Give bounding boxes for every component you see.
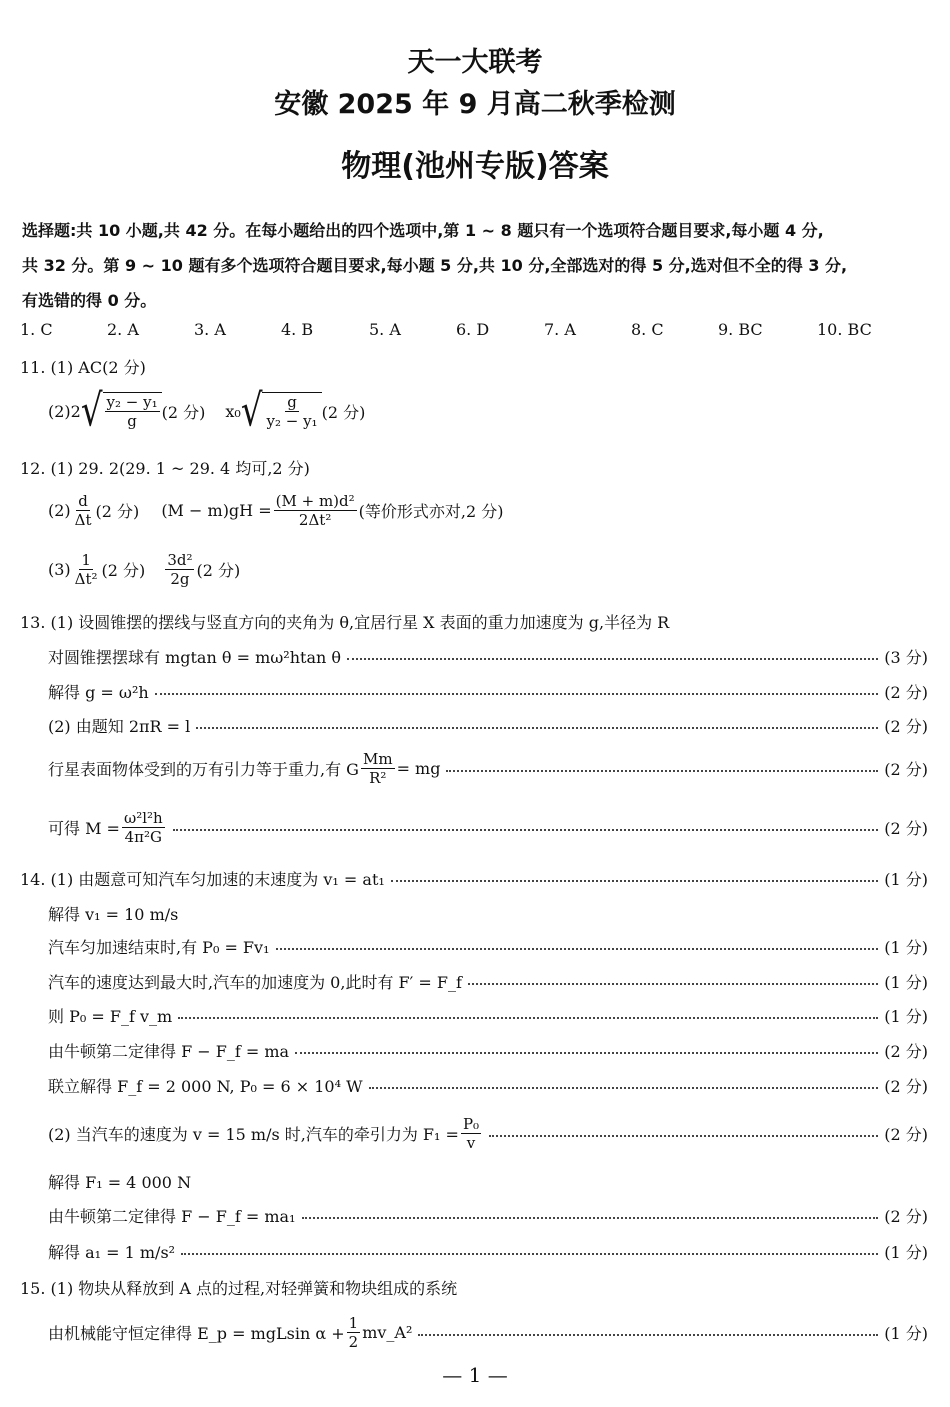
frac-numerator: d [78,492,88,510]
choice-instructions [22,213,932,318]
step-text: 解得 a₁ = 1 m/s² [48,1243,176,1262]
choice-answer-4: 4. B [281,320,314,339]
fraction [461,1115,481,1152]
frac-denominator: 2Δt² [298,511,332,529]
choice-answer-10: 10. BC [817,320,872,339]
q11-part2-prefix: (2)2 [48,401,81,421]
step-text: 解得 g = ω²h [48,683,149,702]
frac-numerator: (M + m)d² [275,492,355,510]
sqrt-expression: √ $\frac{g}{\text{y₂ − y₁}}$ [241,392,322,430]
choice-answer-6: 6. D [456,320,490,339]
page-number: — 1 — [442,1363,508,1387]
frac-denominator: g [127,412,137,430]
q12-part2-points: (2 分) [95,502,140,521]
frac-numerator: 1 [81,551,91,569]
step-points: (2 分) [884,1042,928,1061]
q14-step-4 [48,970,928,993]
step-text: 14. (1) 由题意可知汽车匀加速的末速度为 v₁ = at₁ [20,870,385,889]
step-points: (3 分) [884,648,928,667]
step-points: (1 分) [884,1007,928,1026]
q11-part2-points-2: (2 分) [321,402,366,422]
frac-numerator: g [287,393,297,411]
fraction [274,492,357,529]
step-points: (2 分) [884,1125,928,1144]
q11-part2-x0: x₀ [225,401,241,421]
q14-step-3 [48,935,928,958]
choice-answer-9: 9. BC [718,320,763,339]
step-text-suffix: = mg [396,759,441,778]
step-text: 由牛顿第二定律得 F − F_f = ma [48,1042,290,1061]
fraction [347,1314,361,1351]
step-points: (2 分) [884,1207,928,1226]
sqrt-expression: √ $\frac{\text{y₂ − y₁}}{g}$ [81,392,162,430]
q14-step-1 [20,867,928,890]
choice-answer-8: 8. C [631,320,664,339]
q13-step-5 [48,809,928,846]
q14-step-2: 解得 v₁ = 10 m/s [48,905,179,924]
step-points: (1 分) [884,1324,928,1343]
step-text: (2) 由题知 2πR = l [48,717,191,736]
q14-step-7 [48,1074,928,1097]
step-points: (2 分) [884,717,928,736]
frac-denominator: 4π²G [124,828,163,846]
step-text: 汽车匀加速结束时,有 P₀ = Fv₁ [48,938,270,957]
header-line-1: 天一大联考 [407,47,543,78]
frac-numerator: 3d² [167,551,193,569]
instructions-line-2: 共 32 分。第 9 ~ 10 题有多个选项符合题目要求,每小题 5 分,共 10 分,全部选对的得 5 分,选对但不全的得 3 分, [22,256,848,275]
q11-part1: 11. (1) AC(2 分) [20,358,146,377]
q12-part2-prefix: (2) [48,501,71,520]
q13-step-2 [48,680,928,703]
step-text-suffix: mv_A² [362,1323,413,1342]
choice-answer-2: 2. A [107,320,139,339]
q12-part3 [48,551,240,588]
step-points: (1 分) [884,1243,928,1262]
step-points: (2 分) [884,683,928,702]
q11-part2-points: (2 分) [161,402,206,422]
step-text: 可得 M = [48,819,120,838]
q13-step-4 [48,750,928,787]
step-points: (2 分) [884,819,928,838]
frac-denominator: Δt² [74,570,98,588]
header-line-2: 安徽 2025 年 9 月高二秋季检测 [274,89,676,120]
frac-denominator: 2g [170,570,190,588]
q13-intro: 13. (1) 设圆锥摆的摆线与竖直方向的夹角为 θ,宜居行星 X 表面的重力加速度为 g,半径为 R [20,613,670,632]
q12-part2-note: (等价形式亦对,2 分) [358,502,504,521]
q12-part3-prefix: (3) [48,560,71,579]
frac-denominator: v [466,1134,476,1152]
q12-part1: 12. (1) 29. 2(29. 1 ~ 29. 4 均可,2 分) [20,459,310,478]
q13-step-1 [48,645,928,668]
q14-step-6 [48,1039,928,1062]
fraction [165,551,194,588]
choice-answer-3: 3. A [194,320,226,339]
q14-step-8 [48,1115,928,1152]
q12-part3-points: (2 分) [101,561,146,580]
step-text: 联立解得 F_f = 2 000 N, P₀ = 6 × 10⁴ W [48,1077,363,1096]
q14-step-10 [48,1204,928,1227]
q11-part2 [48,385,366,437]
step-points: (1 分) [884,870,928,889]
fraction [122,809,165,846]
q13-step-3 [48,714,928,737]
q14-step-9: 解得 F₁ = 4 000 N [48,1173,192,1192]
fraction [361,750,395,787]
q12-part2-equation-left: (M − m)gH = [161,501,272,520]
q12-part2 [48,492,503,529]
header-title: 物理(池州专版)答案 [341,149,609,184]
fraction [73,492,94,529]
step-points: (2 分) [884,1077,928,1096]
frac-denominator: 2 [348,1333,359,1351]
choice-answer-1: 1. C [20,320,53,339]
step-text: 则 P₀ = F_f v_m [48,1007,173,1026]
frac-numerator: P₀ [462,1115,480,1133]
q14-step-5 [48,1004,928,1027]
q14-step-11 [48,1240,928,1263]
frac-numerator: 1 [348,1314,359,1332]
step-points: (1 分) [884,973,928,992]
frac-numerator: y₂ − y₁ [106,393,158,411]
frac-denominator: y₂ − y₁ [266,412,318,430]
choice-answer-7: 7. A [544,320,576,339]
choice-answer-5: 5. A [369,320,401,339]
frac-denominator: R² [369,769,387,787]
q12-part3-points-2: (2 分) [196,561,241,580]
q15-step-2 [48,1314,928,1351]
frac-denominator: Δt [74,511,92,529]
step-text: 由牛顿第二定律得 F − F_f = ma₁ [48,1207,296,1226]
step-points: (1 分) [884,938,928,957]
instructions-line-3: 有选错的得 0 分。 [22,291,157,310]
frac-numerator: ω²l²h [123,809,163,827]
instructions-line-1: 选择题:共 10 小题,共 42 分。在每小题给出的四个选项中,第 1 ~ 8 题只有一个选项符合题目要求,每小题 4 分, [22,221,824,240]
q15-step-1: 15. (1) 物块从释放到 A 点的过程,对轻弹簧和物块组成的系统 [20,1279,458,1298]
step-text: 行星表面物体受到的万有引力等于重力,有 G [48,760,359,779]
step-text: 汽车的速度达到最大时,汽车的加速度为 0,此时有 F′ = F_f [48,973,462,992]
step-text: (2) 当汽车的速度为 v = 15 m/s 时,汽车的牵引力为 F₁ = [48,1125,459,1144]
fraction [73,551,100,588]
step-points: (2 分) [884,760,928,779]
frac-numerator: Mm [362,750,393,768]
step-text: 对圆锥摆摆球有 mgtan θ = mω²htan θ [48,648,342,667]
step-text: 由机械能守恒定律得 E_p = mgLsin α + [48,1324,345,1343]
